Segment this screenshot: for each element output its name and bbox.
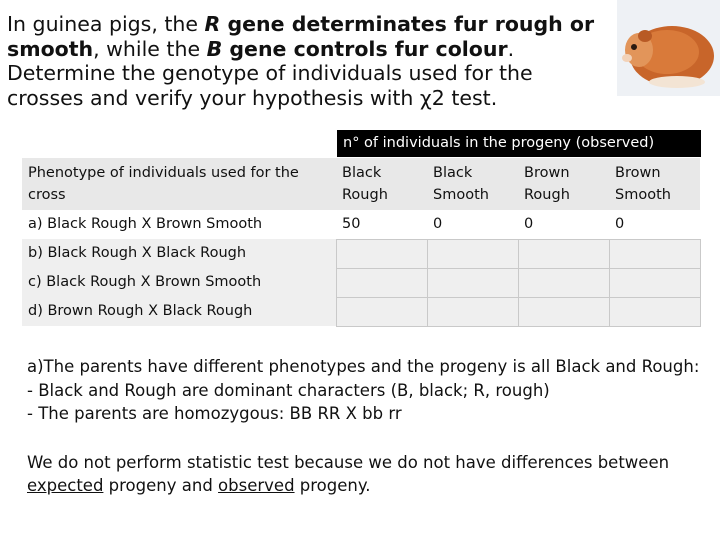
- table-row: [22, 239, 700, 268]
- table-row: [22, 268, 700, 297]
- value-cell[interactable]: [609, 297, 700, 326]
- expected-word: expected: [27, 476, 104, 495]
- conclusion-text: progeny.: [294, 476, 371, 495]
- value-cell: 0: [518, 210, 609, 239]
- value-cell[interactable]: [427, 239, 518, 268]
- answer-line: a)The parents have different phenotypes and the progeny is all Black and Rough:: [27, 357, 700, 376]
- cross-cell: d) Brown Rough X Black Rough: [22, 297, 336, 326]
- value-cell[interactable]: [609, 268, 700, 297]
- guinea-pig-image: [617, 0, 720, 96]
- answer-bullet: - The parents are homozygous: BB RR X bb rr: [27, 404, 402, 423]
- spacer: [27, 426, 707, 451]
- conclusion-text: progeny and: [103, 476, 219, 495]
- value-cell: 0: [609, 210, 700, 239]
- value-cell[interactable]: [427, 268, 518, 297]
- value-cell[interactable]: [518, 297, 609, 326]
- progeny-header: n° of individuals in the progeny (observed): [337, 130, 701, 157]
- crosses-table: [22, 158, 701, 327]
- observed-word: observed: [218, 476, 295, 495]
- column-header: Brown Rough: [518, 158, 609, 210]
- conclusion-text: We do not perform statistic test because we do not have differences between: [27, 452, 670, 472]
- cross-cell: b) Black Rough X Black Rough: [22, 239, 336, 268]
- table-header-row: [22, 158, 700, 210]
- answer-bullet: - Black and Rough are dominant characters (B, black; R, rough): [27, 380, 550, 400]
- conclusion-paragraph: [27, 451, 707, 498]
- column-header: Black Smooth: [427, 158, 518, 210]
- question-part: In guinea pigs, the: [7, 12, 205, 36]
- question-part: , while the: [93, 36, 207, 61]
- cross-cell: c) Black Rough X Brown Smooth: [22, 268, 336, 297]
- value-cell: 50: [336, 210, 427, 239]
- column-header: Phenotype of individuals used for the cross: [22, 158, 336, 210]
- r-gene-text: gene determinates fur rough or smooth: [7, 12, 595, 61]
- value-cell[interactable]: [518, 268, 609, 297]
- cross-cell: a) Black Rough X Brown Smooth: [22, 210, 336, 239]
- table-row: [22, 210, 700, 239]
- answer-section: [27, 355, 707, 498]
- table-row: [22, 297, 700, 326]
- question-text: In guinea pigs, the R gene determinates fur rough or smooth, while the B gene controls fur colour. Determine the genotype of individuals used for the crosses and verify your hypothesis with χ2 test.: [7, 12, 595, 110]
- value-cell: 0: [427, 210, 518, 239]
- value-cell[interactable]: [609, 239, 700, 268]
- column-header: Black Rough: [336, 158, 427, 210]
- question-part: . Determine the genotype of individuals used for the crosses and verify your hypothesis with χ2 test.: [7, 36, 533, 110]
- value-cell[interactable]: [336, 268, 427, 297]
- value-cell[interactable]: [336, 239, 427, 268]
- value-cell[interactable]: [518, 239, 609, 268]
- column-header: Brown Smooth: [609, 158, 700, 210]
- value-cell[interactable]: [336, 297, 427, 326]
- value-cell[interactable]: [427, 297, 518, 326]
